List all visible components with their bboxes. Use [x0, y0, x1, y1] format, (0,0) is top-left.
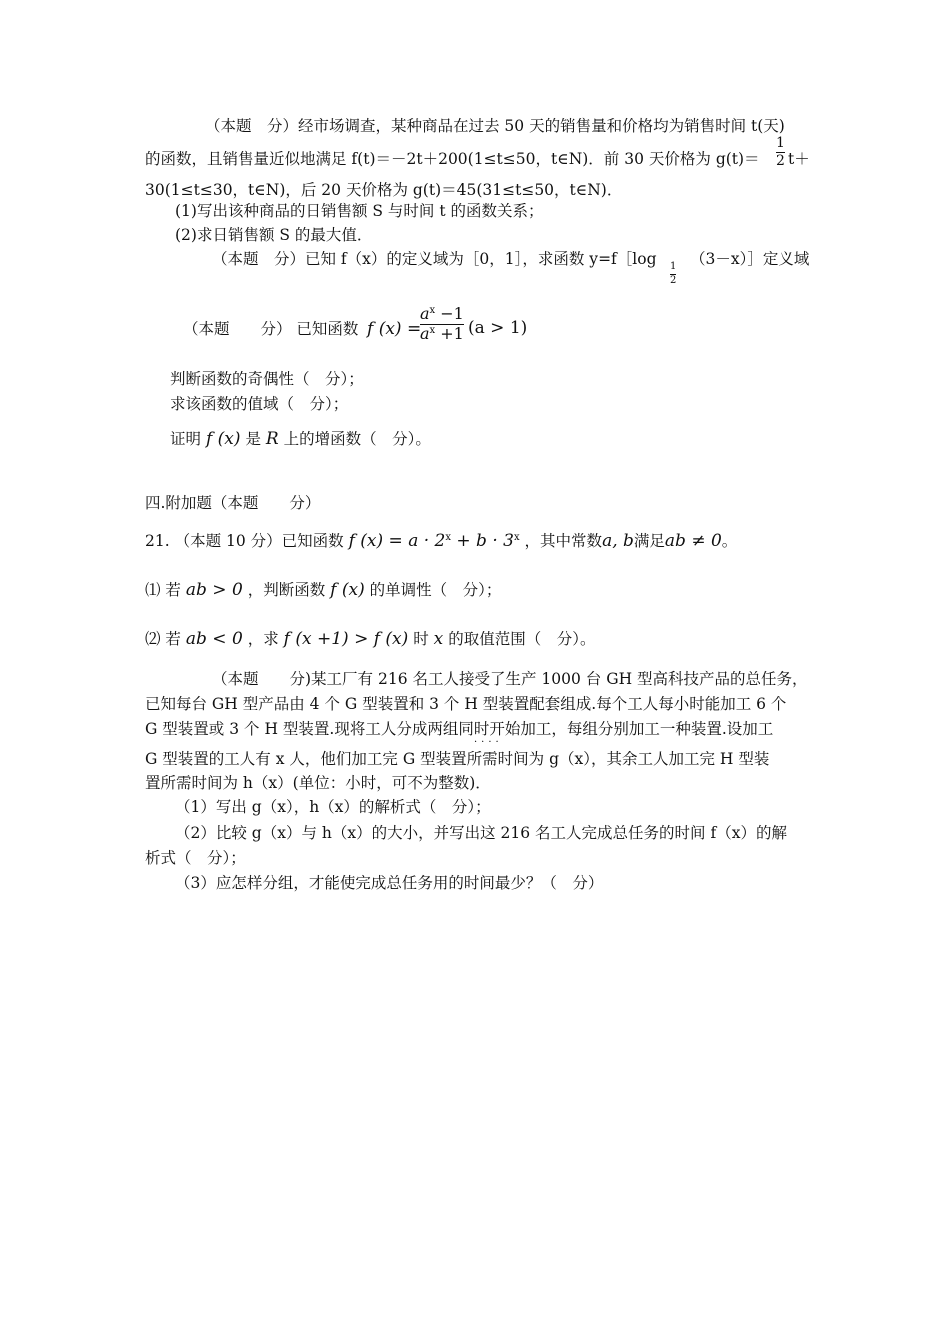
p5-line-2: 已知每台 GH 型产品由 4 个 G 型装置和 3 个 H 型装置配套组成.每个工人每小时能加工 6 个 — [145, 695, 787, 713]
p1-fraction-numerator: 1 — [776, 135, 785, 151]
p1-question-2: (2)求日销售额 S 的最大值． — [175, 226, 373, 244]
p5-line-5: 置所需时间为 h（x）(单位：小时，可不为整数)． — [145, 774, 491, 792]
p1-line-2-tail: t＋ — [788, 150, 810, 168]
p5-line-3: G 型装置或 3 个 H 型装置.现将工人分成两组同时开始加工，每组分别加工一种装置.设加工 — [145, 720, 774, 738]
p1-line-2: 的函数，且销售量近似地满足 f(t)＝－2t＋200(1≤t≤50，t∈N)．前 30 天价格为 g(t)＝ — [145, 150, 760, 168]
emphasis-dots: ···· — [474, 737, 503, 748]
p5-line-4: G 型装置的工人有 x 人，他们加工完 G 型装置所需时间为 g（x），其余工人加工完 H 型装 — [145, 750, 770, 768]
p1-line-1: （本题 分）经市场调查，某种商品在过去 50 天的销售量和价格均为销售时间 t(天) — [205, 117, 785, 135]
p3-condition: (a > 1) — [468, 318, 528, 338]
p5-question-2b: 析式（ 分）； — [145, 849, 246, 867]
p3-intro: （本题 分） 已知函数 — [183, 320, 359, 338]
p1-question-1: (1)写出该种商品的日销售额 S 与时间 t 的函数关系； — [175, 202, 544, 220]
p3-denominator: $a^x +1$ — [420, 323, 464, 343]
p5-line-1: （本题 分)某工厂有 216 名工人接受了生产 1000 台 GH 型高科技产品的总任务， — [212, 670, 808, 688]
q21-sub-2: ⑵ 若 ab < 0 ，求 f (x +1) > f (x) 时 x 的取值范围（ 分）。 — [145, 629, 596, 649]
p3-function-lhs: f (x) = — [367, 319, 422, 339]
p3-sub-2: 求该函数的值域（ 分）； — [170, 395, 349, 413]
q21-sub-1: ⑴ 若 ab > 0 ，判断函数 f (x) 的单调性（ 分）； — [145, 580, 502, 600]
p2-log-base-numerator: 1 — [670, 261, 677, 272]
p5-question-3: （3）应怎样分组，才能使完成总任务用的时间最少？（ 分） — [175, 874, 604, 892]
p2-line-end: （3－x）］定义域 — [690, 250, 810, 268]
p5-question-2a: （2）比较 g（x）与 h（x）的大小，并写出这 216 名工人完成总任务的时间 f（x）的解 — [175, 824, 787, 842]
p3-function-fraction — [420, 306, 464, 343]
p1-fraction-half — [776, 136, 785, 168]
section-4-heading: 四.附加题（本题 分） — [145, 494, 321, 512]
p2-log-base-denominator: 2 — [670, 274, 677, 286]
p2-line: （本题 分）已知 f（x）的定义域为［0，1］，求函数 y=f［log — [212, 250, 657, 268]
p3-sub-3: 证明 f (x) 是 R 上的增函数（ 分）。 — [170, 429, 431, 449]
p3-sub-1: 判断函数的奇偶性（ 分）； — [170, 370, 364, 388]
p5-question-1: （1）写出 g（x），h（x）的解析式（ 分）； — [175, 798, 491, 816]
p1-fraction-denominator: 2 — [776, 152, 785, 169]
q21-line: 21. （本题 10 分）已知函数 f $(x) = a \cdot 2^x + b \cdot 3^x$ ，其中常数a, b满足ab ≠ 0。 — [145, 531, 738, 551]
p1-line-3: 30(1≤t≤30，t∈N)，后 20 天价格为 g(t)＝45(31≤t≤50，t∈N)． — [145, 181, 623, 199]
p3-numerator: $a^x -1$ — [420, 304, 464, 323]
p2-log-base — [670, 262, 676, 286]
